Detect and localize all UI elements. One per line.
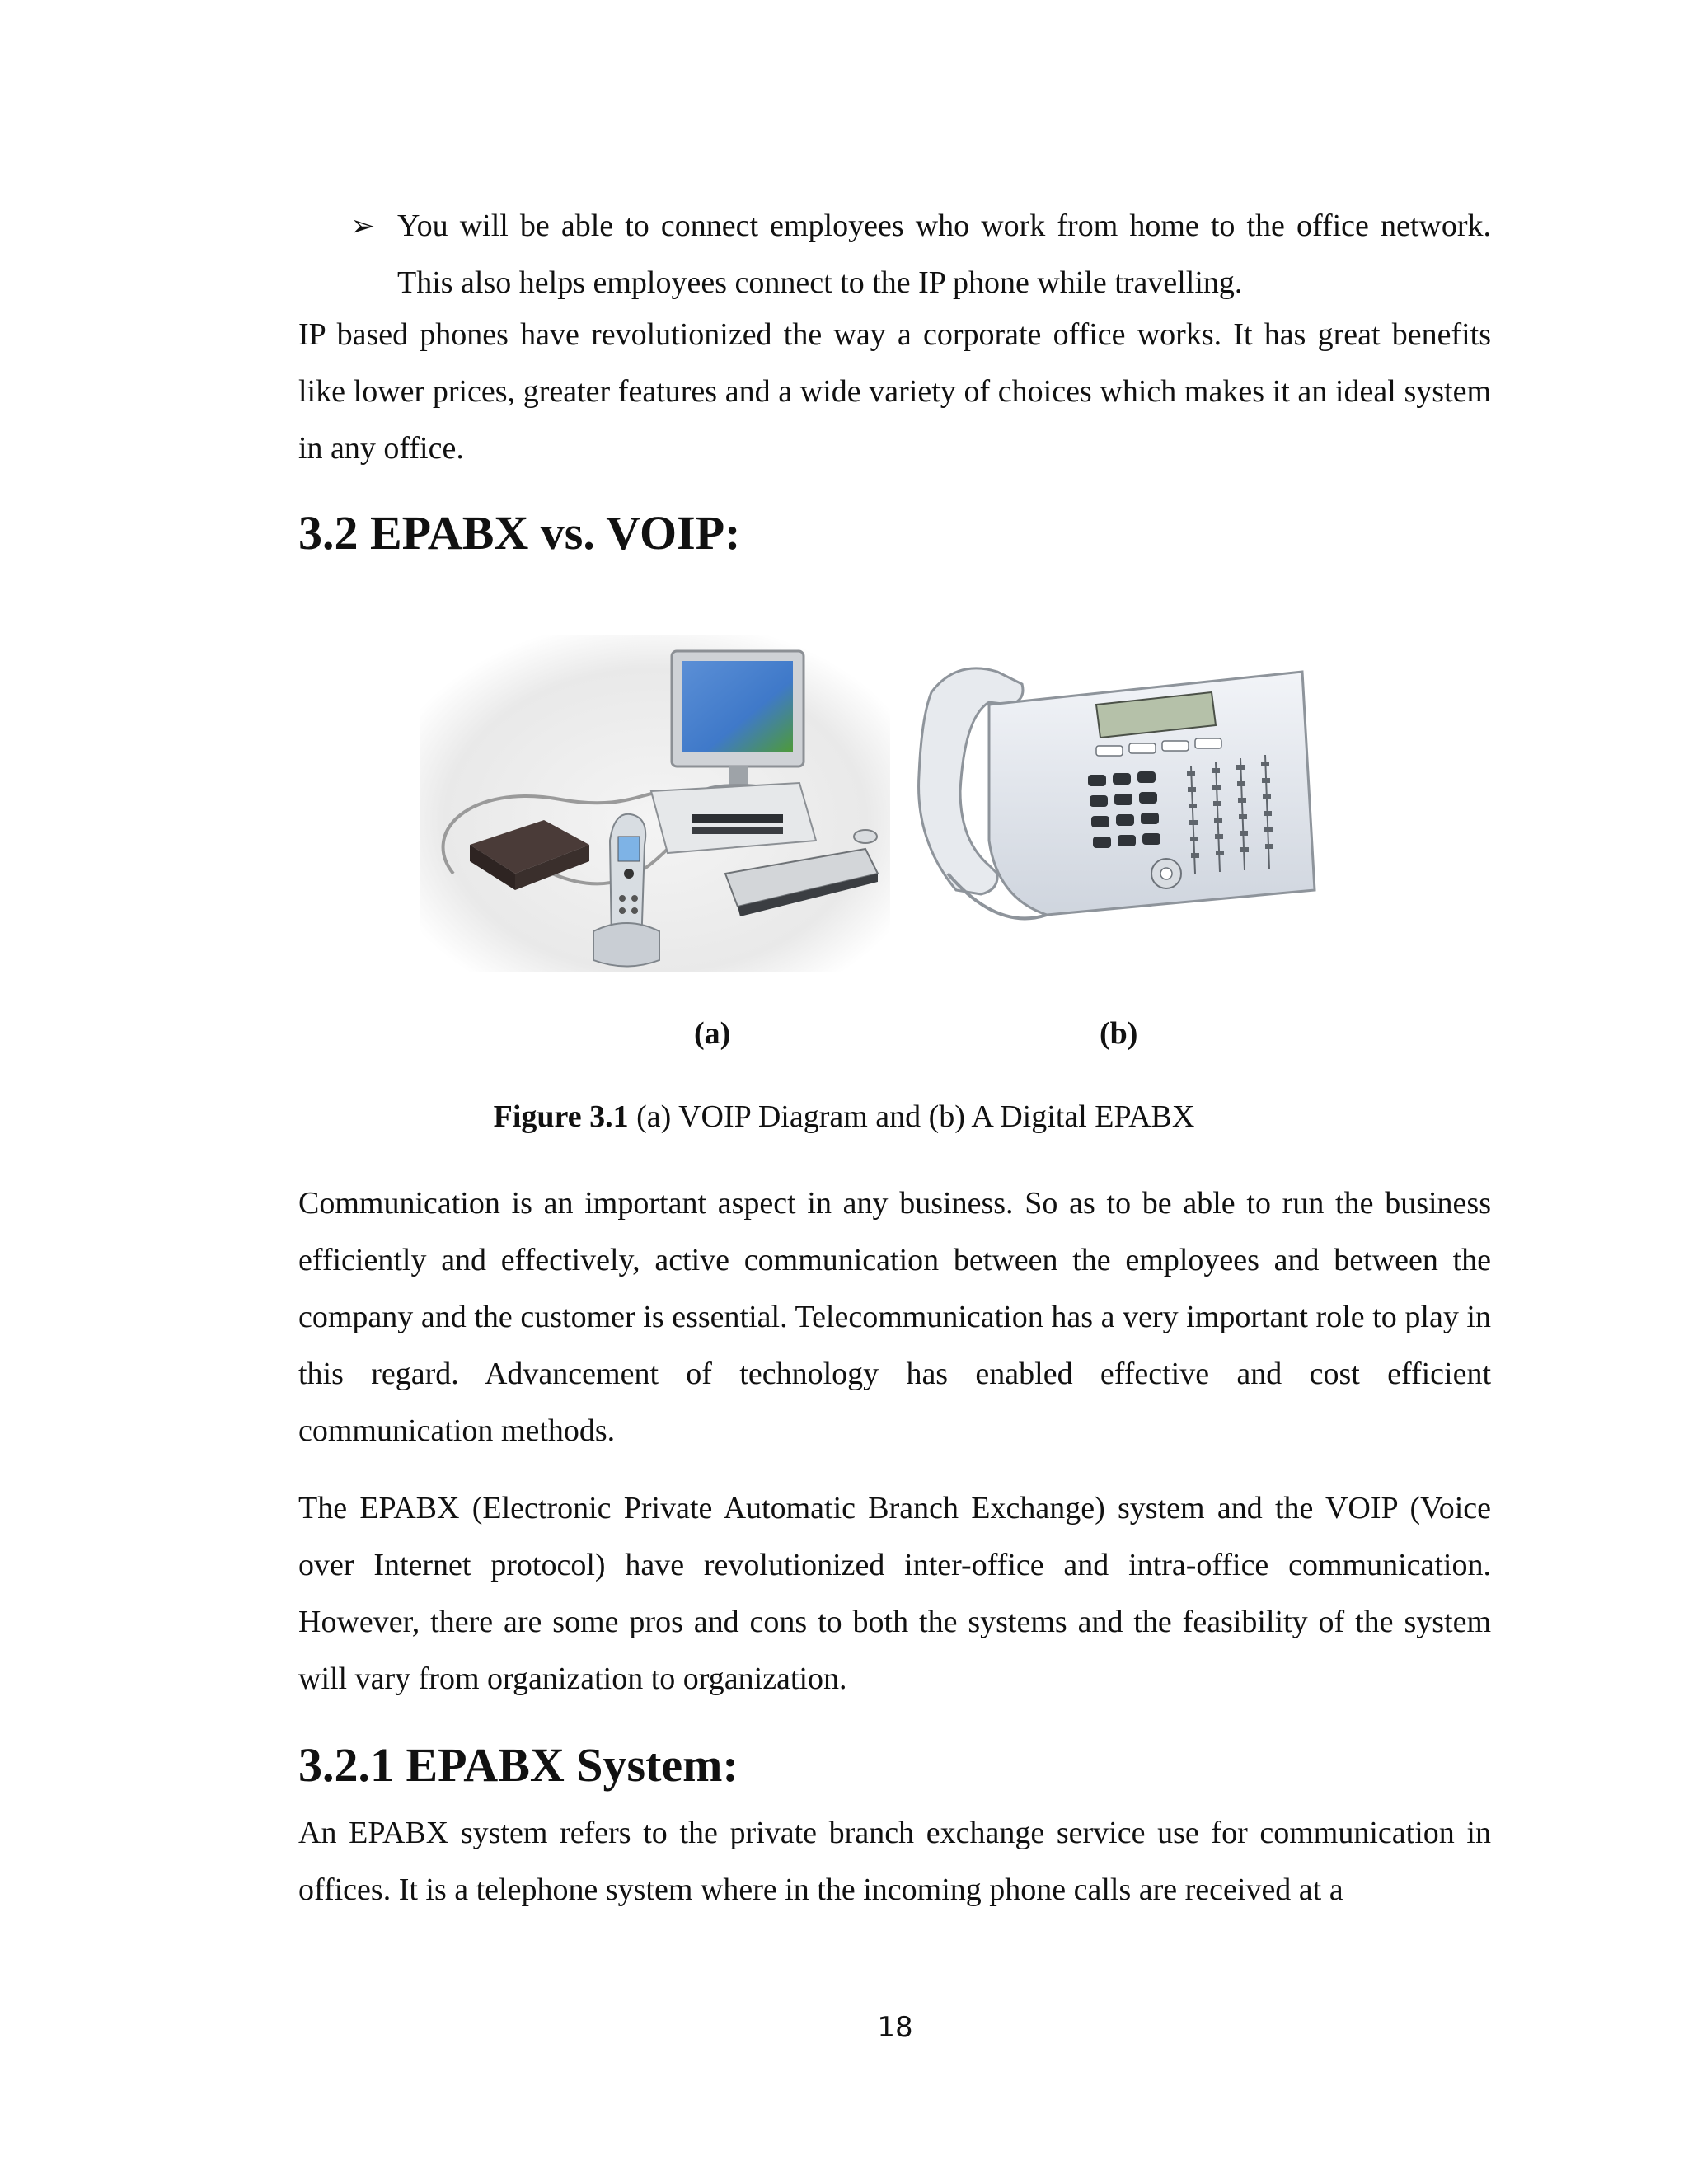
- paragraph-communication: Communication is an important aspect in any business. So as to be able to run the business efficiently and effectively, active communication between the employees and between the company and the customer is essential. Telecommunication has a very important role to play in this regard. Advancement of technology has enabled effective and cost efficient communication methods.: [298, 1186, 1491, 1448]
- figure-caption: [0, 1092, 1688, 1141]
- page-number: 18: [877, 2011, 913, 2044]
- section-heading-3-2-1: 3.2.1 EPABX System:: [298, 1738, 738, 1792]
- digital-epabx-picture: [898, 635, 1343, 972]
- figure-label-a: (a): [694, 1016, 731, 1051]
- voip-diagram-picture: [420, 635, 890, 972]
- section-heading-3-2: 3.2 EPABX vs. VOIP:: [298, 506, 741, 560]
- figure-caption-text: (a) VOIP Diagram and (b) A Digital EPABX: [628, 1099, 1195, 1134]
- figure-label-b: (b): [1100, 1016, 1138, 1051]
- figure-3-1-image: [420, 626, 1343, 977]
- figure-caption-number: Figure 3.1: [493, 1099, 629, 1134]
- bullet-text: You will be able to connect employees who work from home to the office network. This also helps employees connect to the IP phone while travelling.: [397, 209, 1491, 300]
- paragraph-ip-phones: IP based phones have revolutionized the way a corporate office works. It has great benefits like lower prices, greater features and a wide variety of choices which makes it an ideal system in any office.: [298, 317, 1491, 466]
- arrow-bullet-icon: ➢: [350, 209, 376, 243]
- paragraph-epabx-system: An EPABX system refers to the private branch exchange service use for communication in offices. It is a telephone system where in the incoming phone calls are received at a: [298, 1816, 1491, 1907]
- paragraph-epabx-voip: The EPABX (Electronic Private Automatic Branch Exchange) system and the VOIP (Voice over Internet protocol) have revolutionized inter-office and intra-office communication. However, there are some pros and cons to both the systems and the feasibility of the system will vary from organization to organization.: [298, 1491, 1491, 1696]
